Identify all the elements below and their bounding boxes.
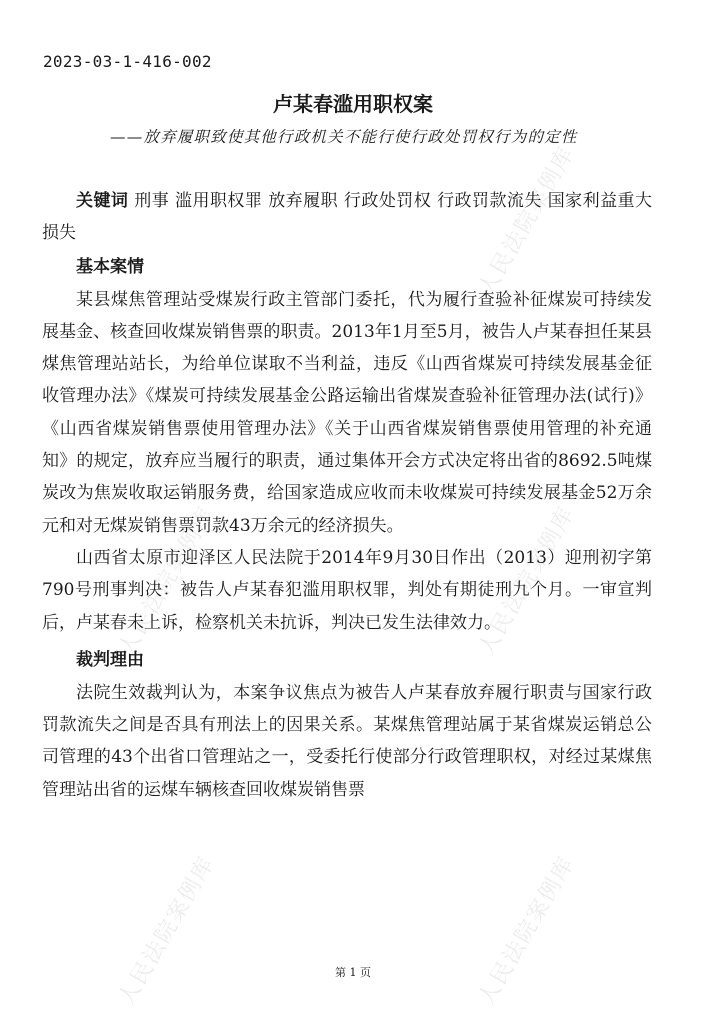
basic-facts-paragraph-2: 山西省太原市迎泽区人民法院于2014年9月30日作出（2013）迎刑初字第790号刑事判决：被告人卢某春犯滥用职权罪，判处有期徒刑九个月。一审宣判后，卢某春未上诉，检察机关未抗诉，判决已发生法律效力。 [42,547,652,633]
section-heading-basic-facts: 基本案情 [76,256,144,277]
keywords-paragraph [42,185,652,250]
watermark: 人民法院案例库 [114,851,220,1010]
watermark: 人民法院案例库 [474,501,580,660]
document-title: 卢某春滥用职权案 [273,92,433,116]
document-subtitle: ——放弃履职致使其他行政机关不能行使行政处罚权行为的定性 [110,128,578,146]
watermark: 人民法院案例库 [474,141,580,300]
watermark: 人民法院案例库 [114,501,220,660]
page-footer: 第 1 页 [335,966,371,979]
section-heading-reasoning: 裁判理由 [76,649,144,670]
case-number: 2023-03-1-416-002 [43,52,212,71]
keywords-text: 刑事 滥用职权罪 放弃履职 行政处罚权 行政罚款流失 国家利益重大损失 [42,191,653,244]
basic-facts-paragraph-1: 某县煤焦管理站受煤炭行政主管部门委托，代为履行查验补征煤炭可持续发展基金、核查回收煤炭销售票的职责。2013年1月至5月，被告人卢某春担任某县煤焦管理站站长，为给单位谋取不当利益，违反《山西省煤炭可持续发展基金征收管理办法》《煤炭可持续发展基金公路运输出省煤炭查验补征管理办法(试行)》《山西省煤炭销售票使用管理办法》《关于山西省煤炭销售票使用管理的补充通知》的规定，放弃应当履行的职责，通过集体开会方式决定将出省的8692.5吨煤炭改为焦炭收取运销服务费，给国家造成应收而未收煤炭可持续发展基金52万余元和对无煤炭销售票罚款43万余元的经济损失。 [42,289,652,536]
watermark: 人民法院案例库 [474,851,580,1010]
reasoning-paragraph-1: 法院生效裁判认为，本案争议焦点为被告人卢某春放弃履行职责与国家行政罚款流失之间是否具有刑法上的因果关系。某煤焦管理站属于某省煤炭运销总公司管理的43个出省口管理站之一，受委托行使部分行政管理职权，对经过某煤焦管理站出省的运煤车辆核查回收煤炭销售票 [42,682,652,800]
keywords-label: 关键词 [76,191,129,211]
document-body [42,185,652,806]
